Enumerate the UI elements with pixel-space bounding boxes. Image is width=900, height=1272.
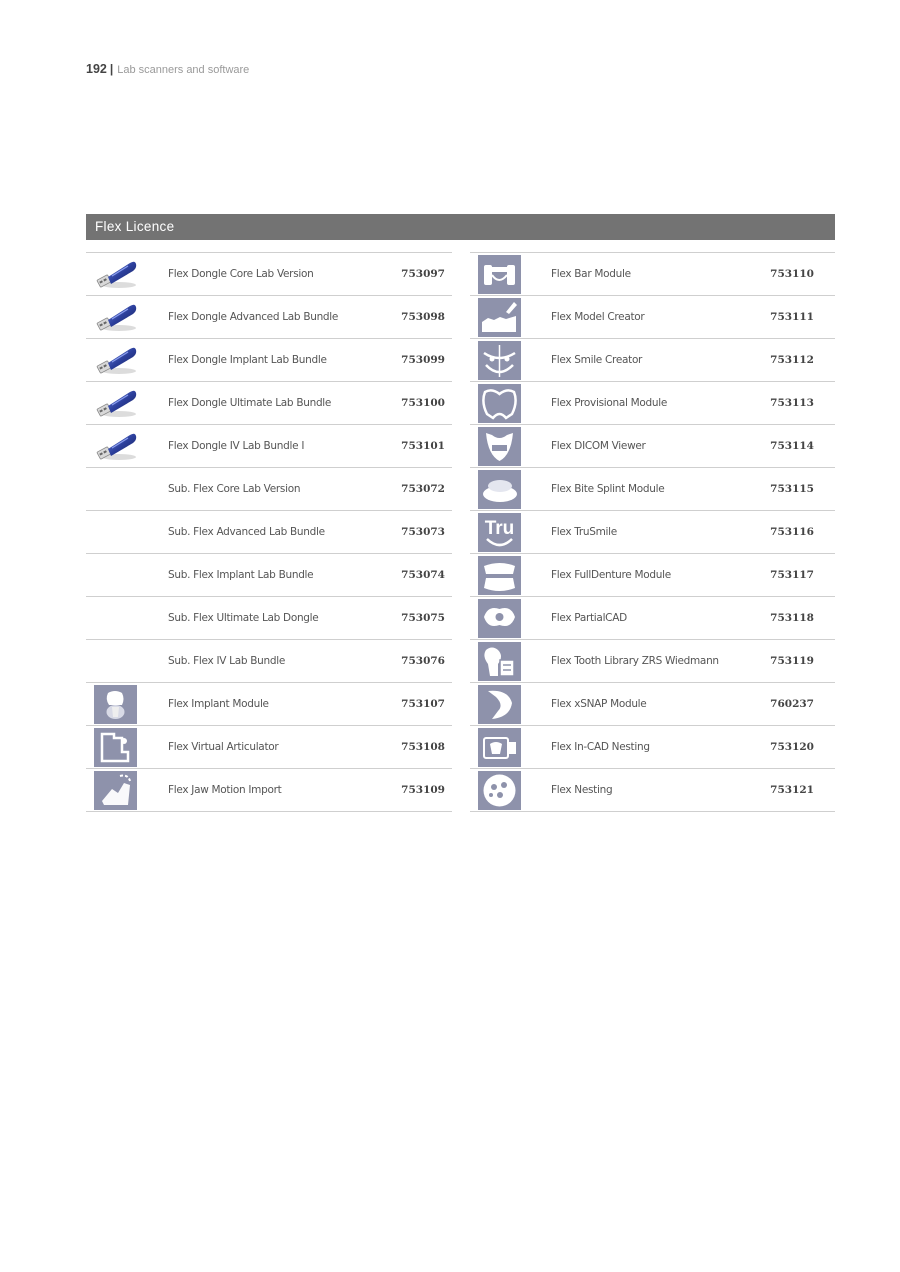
- product-code: 753076: [401, 655, 445, 667]
- page-header: [86, 62, 249, 76]
- product-name: Flex xSNAP Module: [551, 698, 647, 710]
- product-code: 753072: [401, 483, 445, 495]
- product-name: Sub. Flex IV Lab Bundle: [168, 655, 286, 667]
- product-name: Flex PartialCAD: [551, 612, 627, 624]
- left-product-table: [86, 252, 452, 812]
- product-code: 753073: [401, 526, 445, 538]
- product-name: Flex Nesting: [551, 784, 613, 796]
- product-name: Flex TruSmile: [551, 526, 617, 538]
- product-code: 753074: [401, 569, 445, 581]
- nesting-icon: [478, 771, 521, 810]
- partial-cad-icon: [478, 599, 521, 638]
- product-row: [470, 382, 835, 425]
- product-row: [470, 554, 835, 597]
- page-number: 192: [86, 62, 107, 76]
- product-name: Flex Bar Module: [551, 268, 631, 280]
- product-row: [470, 726, 835, 769]
- product-row: [470, 597, 835, 640]
- product-name: Flex FullDenture Module: [551, 569, 671, 581]
- product-row: [86, 511, 452, 554]
- product-code: 753107: [401, 698, 445, 710]
- product-name: Sub. Flex Ultimate Lab Dongle: [168, 612, 319, 624]
- product-name: Sub. Flex Advanced Lab Bundle: [168, 526, 325, 538]
- bite-splint-icon: [478, 470, 521, 509]
- product-code: 753117: [770, 569, 814, 581]
- product-code: 753098: [401, 311, 445, 323]
- product-name: Flex Tooth Library ZRS Wiedmann: [551, 655, 719, 667]
- product-code: 753075: [401, 612, 445, 624]
- jaw-motion-icon: [94, 771, 137, 810]
- product-code: 753111: [770, 311, 814, 323]
- product-code: 753110: [770, 268, 814, 280]
- product-row: [86, 425, 452, 468]
- product-code: 753114: [770, 440, 814, 452]
- provisional-module-icon: [478, 384, 521, 423]
- tooth-library-icon: [478, 642, 521, 681]
- product-row: [470, 425, 835, 468]
- product-code: 753112: [770, 354, 814, 366]
- product-code: 753113: [770, 397, 814, 409]
- product-row: [86, 253, 452, 296]
- trusmile-icon: [478, 513, 521, 552]
- product-name: Flex Bite Splint Module: [551, 483, 665, 495]
- right-product-table: [470, 252, 835, 812]
- product-row: [470, 253, 835, 296]
- product-name: Flex Virtual Articulator: [168, 741, 279, 753]
- product-name: Flex Dongle Core Lab Version: [168, 268, 314, 280]
- svg-text:Tru: Tru: [484, 518, 515, 539]
- product-row: [470, 468, 835, 511]
- product-code: 753099: [401, 354, 445, 366]
- product-name: Flex Jaw Motion Import: [168, 784, 282, 796]
- smile-creator-icon: [478, 341, 521, 380]
- product-row: [470, 640, 835, 683]
- in-cad-nesting-icon: [478, 728, 521, 767]
- product-code: 753118: [770, 612, 814, 624]
- product-row: [86, 554, 452, 597]
- product-code: 753101: [401, 440, 445, 452]
- product-name: Flex Model Creator: [551, 311, 645, 323]
- section-name: Lab scanners and software: [117, 64, 250, 76]
- implant-module-icon: [94, 685, 137, 724]
- product-code: 760237: [770, 698, 814, 710]
- product-row: [470, 339, 835, 382]
- product-code: 753121: [770, 784, 814, 796]
- product-code: 753120: [770, 741, 814, 753]
- articulator-icon: [94, 728, 137, 767]
- product-row: [86, 296, 452, 339]
- product-code: 753109: [401, 784, 445, 796]
- product-name: Flex Dongle IV Lab Bundle I: [168, 440, 305, 452]
- header-separator: |: [109, 62, 114, 76]
- product-name: Flex DICOM Viewer: [551, 440, 646, 452]
- product-row: [86, 468, 452, 511]
- section-title-bar: [86, 214, 835, 240]
- product-name: Flex Provisional Module: [551, 397, 668, 409]
- product-row: [470, 683, 835, 726]
- product-name: Flex Dongle Implant Lab Bundle: [168, 354, 327, 366]
- section-title: Flex Licence: [95, 219, 175, 234]
- product-code: 753108: [401, 741, 445, 753]
- xsnap-module-icon: [478, 685, 521, 724]
- product-code: 753115: [770, 483, 814, 495]
- product-name: Flex Smile Creator: [551, 354, 643, 366]
- dicom-viewer-icon: [478, 427, 521, 466]
- bar-module-icon: [478, 255, 521, 294]
- product-row: [86, 640, 452, 683]
- product-row: [86, 769, 452, 812]
- product-name: Flex Implant Module: [168, 698, 269, 710]
- product-row: [86, 597, 452, 640]
- product-row: [470, 769, 835, 812]
- product-row: [86, 683, 452, 726]
- full-denture-icon: [478, 556, 521, 595]
- product-row: [470, 296, 835, 339]
- product-name: Sub. Flex Core Lab Version: [168, 483, 301, 495]
- product-name: Flex In-CAD Nesting: [551, 741, 650, 753]
- product-code: 753116: [770, 526, 814, 538]
- product-row: [470, 511, 835, 554]
- model-creator-icon: [478, 298, 521, 337]
- product-name: Flex Dongle Ultimate Lab Bundle: [168, 397, 332, 409]
- product-code: 753100: [401, 397, 445, 409]
- product-code: 753097: [401, 268, 445, 280]
- product-name: Flex Dongle Advanced Lab Bundle: [168, 311, 339, 323]
- product-row: [86, 382, 452, 425]
- product-row: [86, 339, 452, 382]
- product-name: Sub. Flex Implant Lab Bundle: [168, 569, 314, 581]
- product-row: [86, 726, 452, 769]
- product-code: 753119: [770, 655, 814, 667]
